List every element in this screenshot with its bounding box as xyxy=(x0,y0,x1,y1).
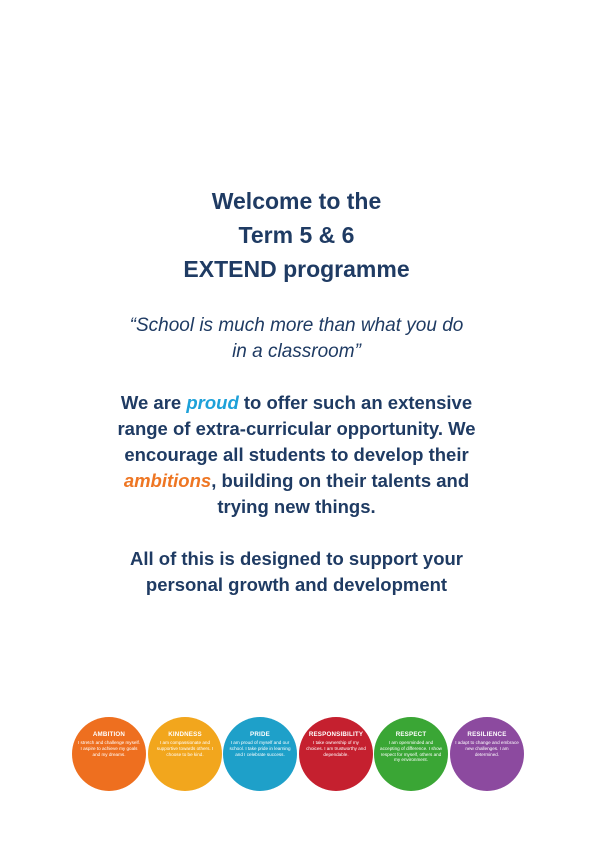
page-title xyxy=(0,184,593,286)
intro-line-1-pre: We are xyxy=(120,392,187,413)
value-description: I am openminded and accepting of difference. I show respect for myself, others and my environment. xyxy=(380,740,442,763)
intro-line-2: range of extra-curricular opportunity. We xyxy=(117,418,476,439)
main-content xyxy=(0,184,593,598)
quote-line-2: in a classroom” xyxy=(232,341,361,362)
closing-paragraph xyxy=(97,546,497,598)
intro-line-4-post: , building on their talents and xyxy=(211,470,470,491)
intro-line-1 xyxy=(97,390,497,416)
value-description: I am proud of myself and our school. I take pride in learning and I celebrate success. xyxy=(229,740,291,757)
value-name: RESILIENCE xyxy=(467,731,507,738)
intro-line-3: encourage all students to develop their xyxy=(124,444,469,465)
closing-line-1: All of this is designed to support your xyxy=(129,548,463,569)
title-line-1: Welcome to the xyxy=(211,188,382,214)
value-description: I take ownership of my choices. I am trustworthy and dependable. xyxy=(306,740,366,757)
value-name: KINDNESS xyxy=(168,731,202,738)
intro-line-5: trying new things. xyxy=(217,496,376,517)
value-description: I stretch and challenge myself. I aspire to achieve my goals and my dreams. xyxy=(77,740,141,757)
school-quote xyxy=(87,313,507,365)
ambitions-highlight: ambitions xyxy=(123,470,212,491)
value-name: RESPECT xyxy=(395,731,427,738)
value-name: AMBITION xyxy=(92,731,126,738)
value-description: I am compassionate and supportive towards others. I choose to be kind. xyxy=(156,740,214,757)
value-badge-resilience xyxy=(450,717,524,791)
title-line-2: Term 5 & 6 xyxy=(238,222,355,248)
title-line-3: EXTEND programme xyxy=(183,256,410,282)
intro-line-4 xyxy=(97,468,497,494)
value-badge-responsibility xyxy=(299,717,373,791)
intro-line-1-post: to offer such an extensive xyxy=(238,392,473,413)
value-description: I adapt to change and embrace new challenges. I am determined. xyxy=(455,740,519,757)
school-values-strip xyxy=(72,717,524,791)
proud-highlight: proud xyxy=(186,392,239,413)
quote-line-1: “School is much more than what you do xyxy=(129,315,464,336)
value-badge-ambition xyxy=(72,717,146,791)
intro-paragraph xyxy=(97,390,497,520)
value-badge-kindness xyxy=(148,717,222,791)
closing-line-2: personal growth and development xyxy=(145,574,448,595)
value-name: PRIDE xyxy=(250,731,270,738)
value-name: RESPONSIBILITY xyxy=(308,731,364,738)
value-badge-pride xyxy=(223,717,297,791)
value-badge-respect xyxy=(374,717,448,791)
